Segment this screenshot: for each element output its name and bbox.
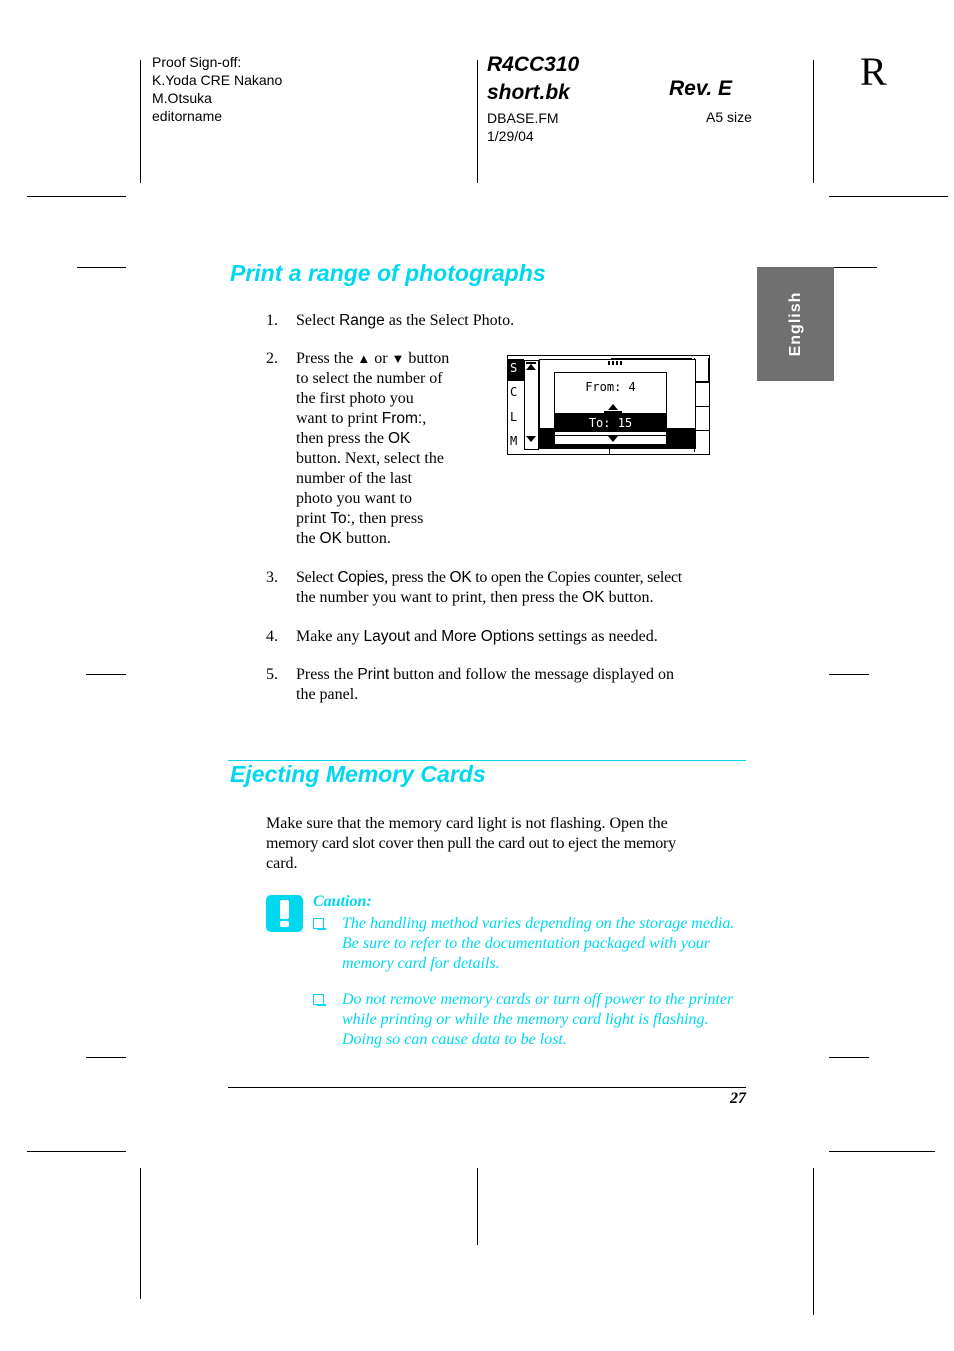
step-number: 5. <box>266 666 278 683</box>
lcd-row-letter: L <box>510 410 518 424</box>
doc-file: short.bk <box>487 81 570 104</box>
crop-mark <box>140 60 141 183</box>
caution-item: The handling method varies depending on the storage media. Be sure to refer to the documentation packaged with your memory card for details. <box>342 915 735 972</box>
crop-mark <box>813 60 814 183</box>
crop-mark <box>829 196 948 197</box>
up-arrow-icon <box>608 404 618 410</box>
source-file: DBASE.FM <box>487 110 559 126</box>
ui-term: Range <box>339 312 385 329</box>
crop-mark <box>477 1168 478 1245</box>
proof-line: editorname <box>152 108 223 124</box>
crop-mark <box>86 1057 126 1058</box>
step-text: Press the Print button and follow the message displayed on the panel. <box>296 666 675 703</box>
eject-paragraph: Make sure that the memory card light is not flashing. Open the memory card slot cover then pull the card out to eject the memory card. <box>266 815 676 872</box>
proof-line: M.Otsuka <box>152 90 212 106</box>
down-arrow-icon: ▼ <box>391 351 405 366</box>
proof-line: K.Yoda CRE Nakano <box>152 72 283 88</box>
ui-term: From: <box>381 410 423 427</box>
step-number: 2. <box>266 350 278 367</box>
footer-rule <box>228 1087 746 1088</box>
crop-mark <box>813 1168 814 1315</box>
lcd-from-value: From: 4 <box>585 380 636 394</box>
up-arrow-icon: ▲ <box>357 351 371 366</box>
step-text: Select Range as the Select Photo. <box>296 312 515 329</box>
crop-mark <box>86 674 126 675</box>
crop-mark <box>829 1151 935 1152</box>
crop-mark <box>829 267 877 268</box>
crop-mark <box>829 1057 869 1058</box>
step-text: Press the ▲ or ▼ button to select the number of the first photo you want to print From:, then press the OK button. Next, select the number of the last photo you want to print To:, then press the OK button. <box>296 350 450 547</box>
ui-term: Layout <box>363 628 411 645</box>
crop-mark <box>477 60 478 183</box>
doc-code: R4CC310 <box>487 53 580 76</box>
lcd-row-letter: M <box>510 434 518 448</box>
step-text: Make any Layout and More Options settings as needed. <box>296 628 658 645</box>
crop-mark <box>77 267 126 268</box>
step-5 <box>266 665 756 705</box>
ui-term: OK <box>582 589 605 606</box>
crop-mark <box>27 1151 126 1152</box>
caution-item: Do not remove memory cards or turn off power to the printer while printing or while the memory card light is flashing. Doing so can cause data to be lost. <box>342 991 734 1048</box>
date: 1/29/04 <box>487 128 534 144</box>
lcd-panel-illustration <box>507 355 710 455</box>
crop-mark <box>140 1168 141 1299</box>
language-label: English <box>786 291 804 357</box>
down-arrow-icon <box>608 436 618 442</box>
checkbox-bullet-icon <box>313 918 324 929</box>
step-4 <box>266 627 756 647</box>
crop-mark <box>829 674 869 675</box>
doc-id <box>487 51 579 107</box>
ui-term: OK <box>319 530 342 547</box>
step-2 <box>266 349 476 549</box>
lcd-row-letter: S <box>510 361 518 375</box>
ui-term: Copies <box>337 569 385 586</box>
step-1 <box>266 311 746 331</box>
section-title: Print a range of photographs <box>230 260 546 286</box>
ui-term: OK <box>387 430 411 447</box>
paper-size: A5 size <box>706 109 752 125</box>
ui-term: More Options <box>441 628 535 645</box>
step-number: 3. <box>266 569 278 586</box>
scroll-down-icon <box>526 436 536 442</box>
file-info <box>487 109 559 145</box>
lcd-to-value: To: 15 <box>588 416 633 430</box>
language-tab <box>757 267 834 381</box>
step-number: 4. <box>266 628 278 645</box>
ui-term: OK <box>449 569 472 586</box>
step-text: Select Copies, press the OK to open the Copies counter, select the number you want to print, then press the OK button. <box>296 569 682 606</box>
crop-mark <box>27 196 126 197</box>
section-letter: R <box>860 49 887 94</box>
ui-term: Print <box>357 666 390 683</box>
revision: Rev. E <box>669 77 733 100</box>
step-3 <box>266 568 756 608</box>
checkbox-bullet-icon <box>313 994 324 1005</box>
proof-line: Proof Sign-off: <box>152 54 242 70</box>
page-number: 27 <box>730 1090 746 1107</box>
caution-icon <box>266 895 303 932</box>
proof-signoff <box>152 53 282 125</box>
lcd-row-letter: C <box>510 385 518 399</box>
scroll-up-icon <box>526 364 536 370</box>
section-title: Ejecting Memory Cards <box>230 761 486 787</box>
caution-title: Caution: <box>313 893 372 910</box>
step-number: 1. <box>266 312 278 329</box>
ui-term: To: <box>330 510 351 527</box>
